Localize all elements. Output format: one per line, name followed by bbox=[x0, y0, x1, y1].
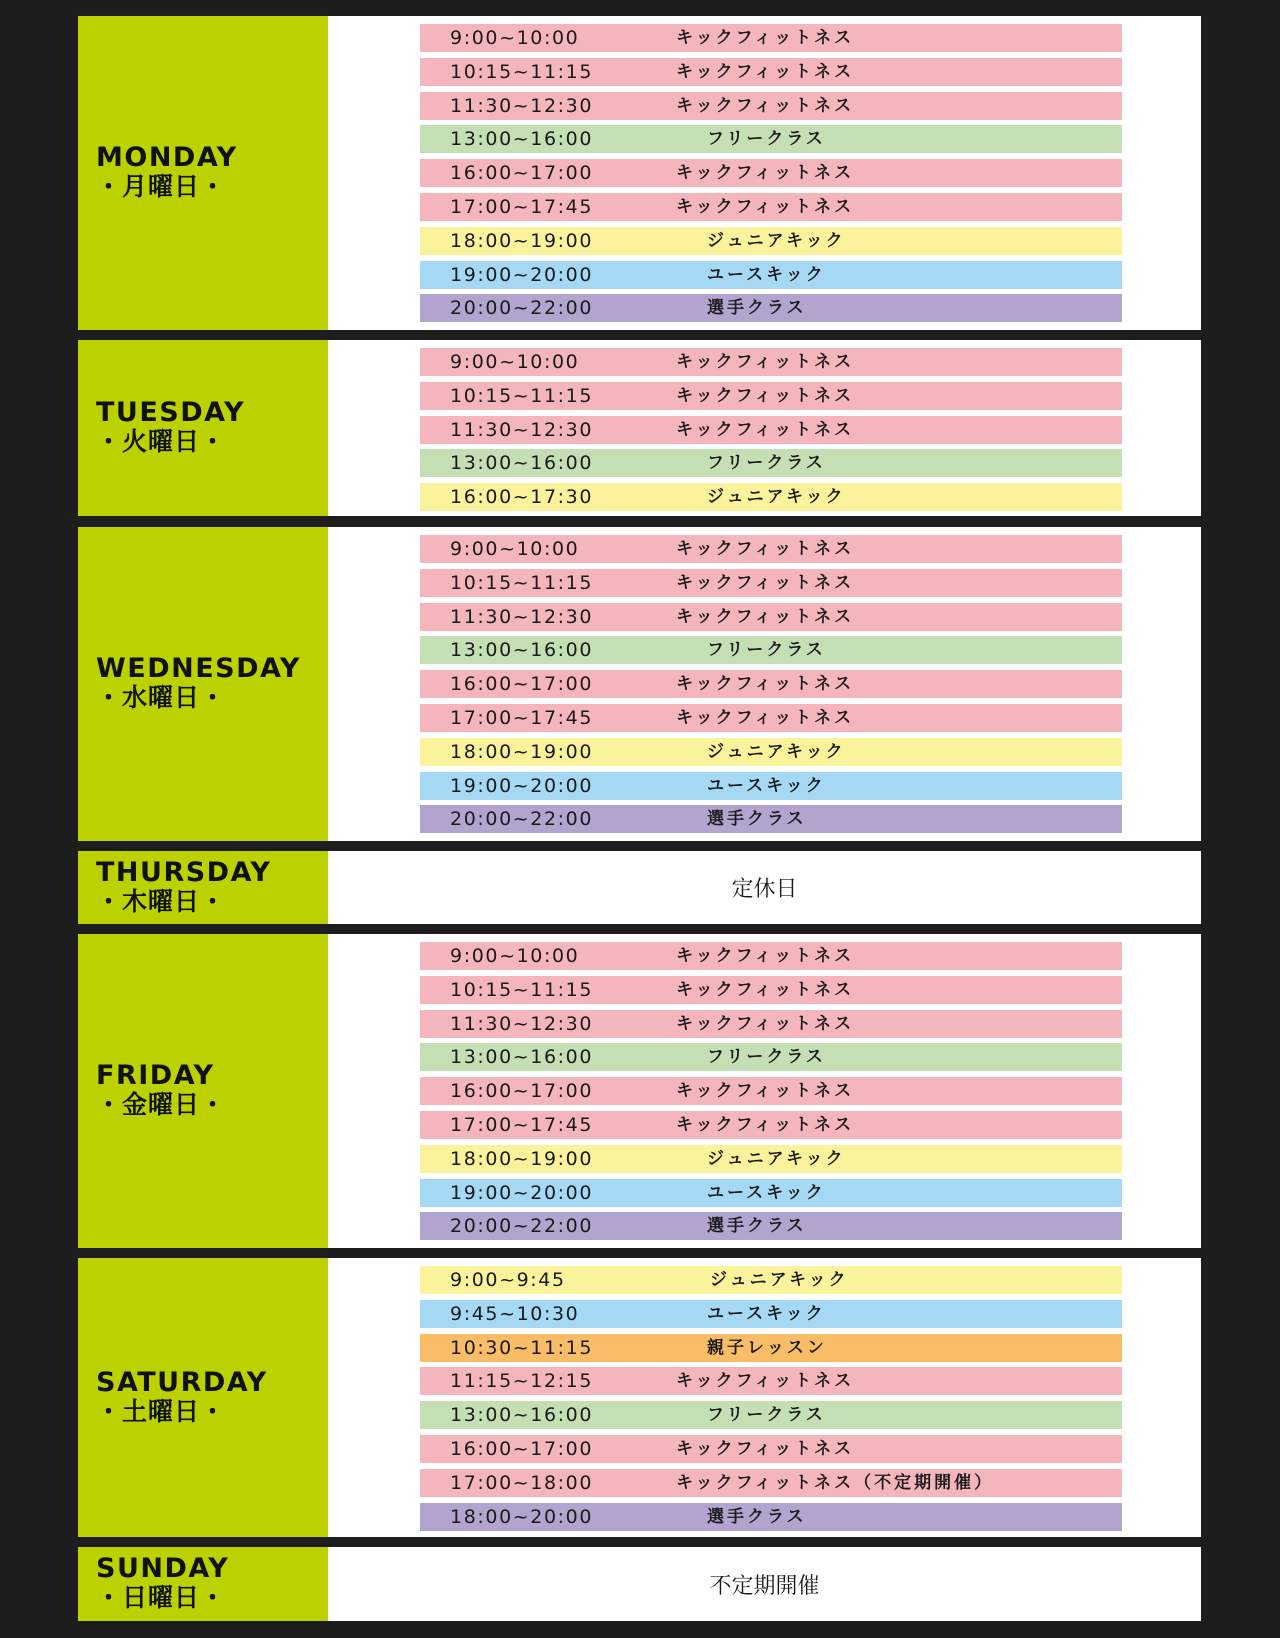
class-time: 17:00~17:45 bbox=[450, 195, 594, 218]
class-name: キックフィットネス bbox=[676, 1438, 855, 1459]
class-name: ユースキック bbox=[707, 264, 826, 285]
class-time: 10:30~11:15 bbox=[450, 1336, 594, 1359]
class-row bbox=[420, 449, 1122, 477]
day-name-en: TUESDAY bbox=[96, 397, 246, 428]
class-time: 13:00~16:00 bbox=[450, 452, 594, 475]
class-row bbox=[420, 483, 1122, 511]
class-name: 選手クラス bbox=[707, 298, 807, 319]
class-row bbox=[420, 1043, 1122, 1071]
class-name: キックフィットネス bbox=[676, 946, 855, 966]
class-time: 16:00~17:00 bbox=[450, 162, 594, 185]
class-time: 18:00~19:00 bbox=[450, 1147, 594, 1170]
class-row bbox=[420, 24, 1122, 52]
class-time: 18:00~19:00 bbox=[450, 229, 594, 252]
class-time: 20:00~22:00 bbox=[450, 1215, 594, 1238]
day-block-wednesday bbox=[78, 527, 1201, 841]
class-time: 17:00~17:45 bbox=[450, 1113, 594, 1136]
class-name: ジュニアキック bbox=[710, 1270, 849, 1290]
day-label bbox=[78, 1258, 328, 1537]
class-name: キックフィットネス bbox=[676, 163, 855, 184]
day-body bbox=[328, 527, 1201, 841]
day-block-saturday bbox=[78, 1258, 1201, 1537]
class-name: キックフィットネス bbox=[676, 1114, 855, 1135]
class-row bbox=[420, 159, 1122, 187]
class-time: 10:15~11:15 bbox=[450, 384, 594, 407]
class-row bbox=[420, 125, 1122, 153]
class-time: 20:00~22:00 bbox=[450, 808, 594, 831]
day-block-tuesday bbox=[78, 340, 1201, 516]
class-time: 16:00~17:30 bbox=[450, 486, 594, 509]
class-name: キックフィットネス bbox=[676, 674, 855, 695]
class-time: 9:00~10:00 bbox=[450, 27, 580, 49]
class-time: 10:15~11:15 bbox=[450, 571, 594, 594]
class-row bbox=[420, 382, 1122, 410]
class-row bbox=[420, 1179, 1122, 1207]
day-name-jp: ・日曜日・ bbox=[96, 1583, 227, 1612]
class-name: 親子レッスン bbox=[707, 1337, 827, 1358]
class-name: キックフィットネス bbox=[676, 606, 855, 627]
class-time: 13:00~16:00 bbox=[450, 639, 594, 662]
day-label bbox=[78, 851, 328, 924]
class-name: キックフィットネス bbox=[676, 539, 855, 559]
class-time: 11:30~12:30 bbox=[450, 1012, 594, 1035]
class-time: 16:00~17:00 bbox=[450, 673, 594, 696]
class-row bbox=[420, 1266, 1122, 1294]
class-name: フリークラス bbox=[707, 1405, 826, 1426]
day-name-jp: ・土曜日・ bbox=[96, 1396, 227, 1426]
class-time: 16:00~17:00 bbox=[450, 1437, 594, 1460]
class-name: キックフィットネス bbox=[676, 1013, 855, 1034]
class-name: キックフィットネス bbox=[676, 1371, 855, 1392]
day-body bbox=[328, 1547, 1201, 1621]
day-label bbox=[78, 1547, 328, 1621]
class-name: キックフィットネス（不定期開催） bbox=[676, 1472, 995, 1493]
class-row bbox=[420, 738, 1122, 766]
class-row bbox=[420, 976, 1122, 1004]
day-name-jp: ・金曜日・ bbox=[96, 1090, 227, 1119]
day-name-en: FRIDAY bbox=[96, 1060, 215, 1091]
class-row bbox=[420, 942, 1122, 970]
class-row bbox=[420, 1334, 1122, 1362]
class-time: 11:30~12:30 bbox=[450, 94, 594, 117]
class-name: ユースキック bbox=[707, 775, 826, 796]
class-list bbox=[420, 348, 1122, 517]
class-name: ユースキック bbox=[707, 1303, 826, 1324]
class-row bbox=[420, 805, 1122, 833]
day-body bbox=[328, 851, 1201, 924]
class-name: フリークラス bbox=[707, 640, 826, 661]
day-body bbox=[328, 340, 1201, 516]
day-note: 定休日 bbox=[731, 877, 798, 902]
class-row bbox=[420, 1503, 1122, 1531]
class-name: ジュニアキック bbox=[707, 487, 846, 508]
class-row bbox=[420, 193, 1122, 221]
class-time: 18:00~19:00 bbox=[450, 740, 594, 763]
day-name-en: MONDAY bbox=[96, 142, 238, 173]
class-row bbox=[420, 92, 1122, 120]
class-row bbox=[420, 636, 1122, 664]
class-row bbox=[420, 704, 1122, 732]
class-time: 18:00~20:00 bbox=[450, 1505, 594, 1528]
class-name: キックフィットネス bbox=[676, 707, 855, 728]
class-row bbox=[420, 569, 1122, 597]
class-time: 19:00~20:00 bbox=[450, 263, 594, 286]
class-time: 19:00~20:00 bbox=[450, 1181, 594, 1204]
class-time: 11:15~12:15 bbox=[450, 1370, 594, 1393]
class-row bbox=[420, 1469, 1122, 1497]
class-time: 9:00~10:00 bbox=[450, 351, 580, 373]
day-body bbox=[328, 1258, 1201, 1537]
class-name: フリークラス bbox=[707, 1047, 826, 1068]
day-label bbox=[78, 527, 328, 841]
class-time: 13:00~16:00 bbox=[450, 1404, 594, 1427]
day-name-en: WEDNESDAY bbox=[96, 653, 301, 684]
class-time: 17:00~17:45 bbox=[450, 706, 594, 729]
class-row bbox=[420, 227, 1122, 255]
class-list bbox=[420, 942, 1122, 1246]
class-time: 10:15~11:15 bbox=[450, 60, 594, 83]
class-list bbox=[420, 24, 1122, 328]
day-name-jp: ・火曜日・ bbox=[96, 427, 227, 456]
day-name-en: THURSDAY bbox=[96, 856, 272, 888]
class-name: フリークラス bbox=[707, 453, 826, 474]
class-list bbox=[420, 1266, 1122, 1536]
day-body bbox=[328, 16, 1201, 330]
class-row bbox=[420, 1435, 1122, 1463]
day-block-friday bbox=[78, 934, 1201, 1248]
day-name-jp: ・月曜日・ bbox=[96, 172, 227, 201]
day-name-en: SUNDAY bbox=[96, 1553, 230, 1584]
class-row bbox=[420, 348, 1122, 376]
day-body bbox=[328, 934, 1201, 1248]
class-name: キックフィットネス bbox=[676, 385, 855, 406]
class-row bbox=[420, 603, 1122, 631]
class-row bbox=[420, 1111, 1122, 1139]
class-name: キックフィットネス bbox=[676, 28, 855, 48]
class-name: キックフィットネス bbox=[676, 196, 855, 217]
class-name: ジュニアキック bbox=[707, 1148, 846, 1169]
class-name: 選手クラス bbox=[707, 1216, 807, 1237]
class-row bbox=[420, 261, 1122, 289]
class-name: キックフィットネス bbox=[676, 1081, 855, 1102]
day-note: 不定期開催 bbox=[709, 1573, 820, 1599]
class-time: 9:45~10:30 bbox=[450, 1302, 580, 1325]
class-row bbox=[420, 1212, 1122, 1240]
class-name: キックフィットネス bbox=[676, 979, 855, 1000]
day-name-jp: ・水曜日・ bbox=[96, 683, 227, 712]
class-time: 11:30~12:30 bbox=[450, 418, 594, 441]
class-time: 19:00~20:00 bbox=[450, 774, 594, 797]
class-time: 13:00~16:00 bbox=[450, 128, 594, 151]
day-block-monday bbox=[78, 16, 1201, 330]
class-row bbox=[420, 1401, 1122, 1429]
class-time: 10:15~11:15 bbox=[450, 978, 594, 1001]
class-time: 9:00~10:00 bbox=[450, 538, 580, 560]
class-time: 9:00~10:00 bbox=[450, 945, 580, 967]
class-time: 11:30~12:30 bbox=[450, 605, 594, 628]
class-name: キックフィットネス bbox=[676, 95, 855, 116]
class-row bbox=[420, 772, 1122, 800]
class-row bbox=[420, 1077, 1122, 1105]
day-name-jp: ・木曜日・ bbox=[96, 886, 227, 916]
class-time: 17:00~18:00 bbox=[450, 1471, 594, 1494]
class-name: フリークラス bbox=[707, 129, 826, 150]
class-time: 16:00~17:00 bbox=[450, 1080, 594, 1103]
class-name: キックフィットネス bbox=[676, 352, 855, 372]
day-block-thursday bbox=[78, 851, 1201, 924]
class-row bbox=[420, 294, 1122, 322]
class-row bbox=[420, 1145, 1122, 1173]
class-name: ジュニアキック bbox=[707, 741, 846, 762]
class-name: キックフィットネス bbox=[676, 572, 855, 593]
class-row bbox=[420, 1300, 1122, 1328]
class-name: 選手クラス bbox=[707, 1506, 807, 1527]
day-label bbox=[78, 16, 328, 330]
class-name: ユースキック bbox=[707, 1182, 826, 1203]
class-row bbox=[420, 670, 1122, 698]
day-label bbox=[78, 340, 328, 516]
class-name: ジュニアキック bbox=[707, 230, 846, 251]
day-label bbox=[78, 934, 328, 1248]
class-time: 20:00~22:00 bbox=[450, 297, 594, 320]
class-time: 9:00~9:45 bbox=[450, 1269, 566, 1291]
day-block-sunday bbox=[78, 1547, 1201, 1621]
class-row bbox=[420, 58, 1122, 86]
class-name: 選手クラス bbox=[707, 809, 807, 830]
class-row bbox=[420, 1367, 1122, 1395]
class-name: キックフィットネス bbox=[676, 61, 855, 82]
class-row bbox=[420, 1010, 1122, 1038]
class-row bbox=[420, 416, 1122, 444]
class-time: 13:00~16:00 bbox=[450, 1046, 594, 1069]
class-row bbox=[420, 535, 1122, 563]
class-list bbox=[420, 535, 1122, 839]
class-name: キックフィットネス bbox=[676, 419, 855, 440]
day-name-en: SATURDAY bbox=[96, 1366, 268, 1398]
